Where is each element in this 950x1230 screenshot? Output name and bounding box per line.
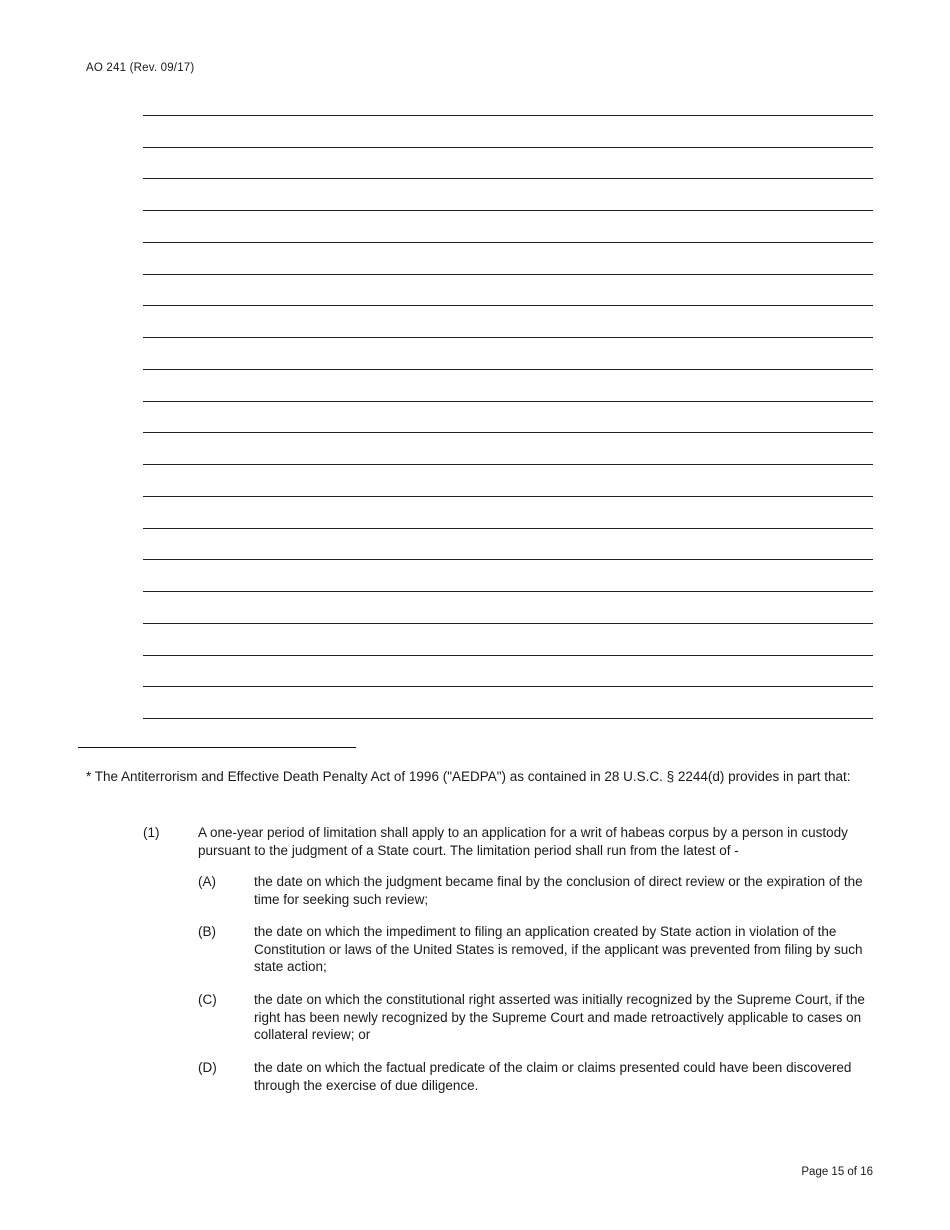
writing-line[interactable] — [143, 655, 873, 656]
form-identifier: AO 241 (Rev. 09/17) — [86, 62, 195, 74]
subclause-text: the date on which the factual predicate of the claim or claims presented could have been discovered through the exercise of due diligence. — [254, 1060, 852, 1093]
writing-line[interactable] — [143, 115, 873, 116]
clause-number: (1) — [143, 825, 160, 840]
blank-writing-area[interactable] — [143, 0, 873, 730]
writing-line[interactable] — [143, 686, 873, 687]
writing-line[interactable] — [143, 432, 873, 433]
subclause-letter: (C) — [198, 992, 217, 1007]
clause-text: A one-year period of limitation shall apply to an application for a writ of habeas corpus by a person in custody pursuant to the judgment of a State court. The limitation period shall run from the latest of - — [198, 825, 848, 858]
writing-line[interactable] — [143, 178, 873, 179]
writing-line[interactable] — [143, 242, 873, 243]
writing-line[interactable] — [143, 496, 873, 497]
writing-line[interactable] — [143, 464, 873, 465]
subclause-text: the date on which the impediment to filing an application created by State action in violation of the Constitution or laws of the United States is removed, if the applicant was prevented from filing by such state action; — [254, 924, 863, 974]
writing-line[interactable] — [143, 210, 873, 211]
writing-line[interactable] — [143, 147, 873, 148]
writing-line[interactable] — [143, 718, 873, 719]
writing-line[interactable] — [143, 591, 873, 592]
writing-line[interactable] — [143, 305, 873, 306]
writing-line[interactable] — [143, 337, 873, 338]
subclause-text: the date on which the judgment became final by the conclusion of direct review or the expiration of the time for seeking such review; — [254, 874, 863, 907]
writing-line[interactable] — [143, 369, 873, 370]
writing-line[interactable] — [143, 559, 873, 560]
footnote-intro: * The Antiterrorism and Effective Death Penalty Act of 1996 ("AEDPA") as contained in 28 U.S.C. § 2244(d) provides in part that: — [86, 769, 851, 784]
footnote-divider — [78, 747, 356, 748]
subclause-letter: (A) — [198, 874, 216, 889]
writing-line[interactable] — [143, 274, 873, 275]
subclause-letter: (B) — [198, 924, 216, 939]
writing-line[interactable] — [143, 623, 873, 624]
writing-line[interactable] — [143, 401, 873, 402]
subclause-text: the date on which the constitutional right asserted was initially recognized by the Supreme Court, if the right has been newly recognized by the Supreme Court and made retroactively applicable to cases on collateral review; or — [254, 992, 865, 1042]
subclause-letter: (D) — [198, 1060, 217, 1075]
page-number: Page 15 of 16 — [801, 1166, 873, 1178]
writing-line[interactable] — [143, 528, 873, 529]
